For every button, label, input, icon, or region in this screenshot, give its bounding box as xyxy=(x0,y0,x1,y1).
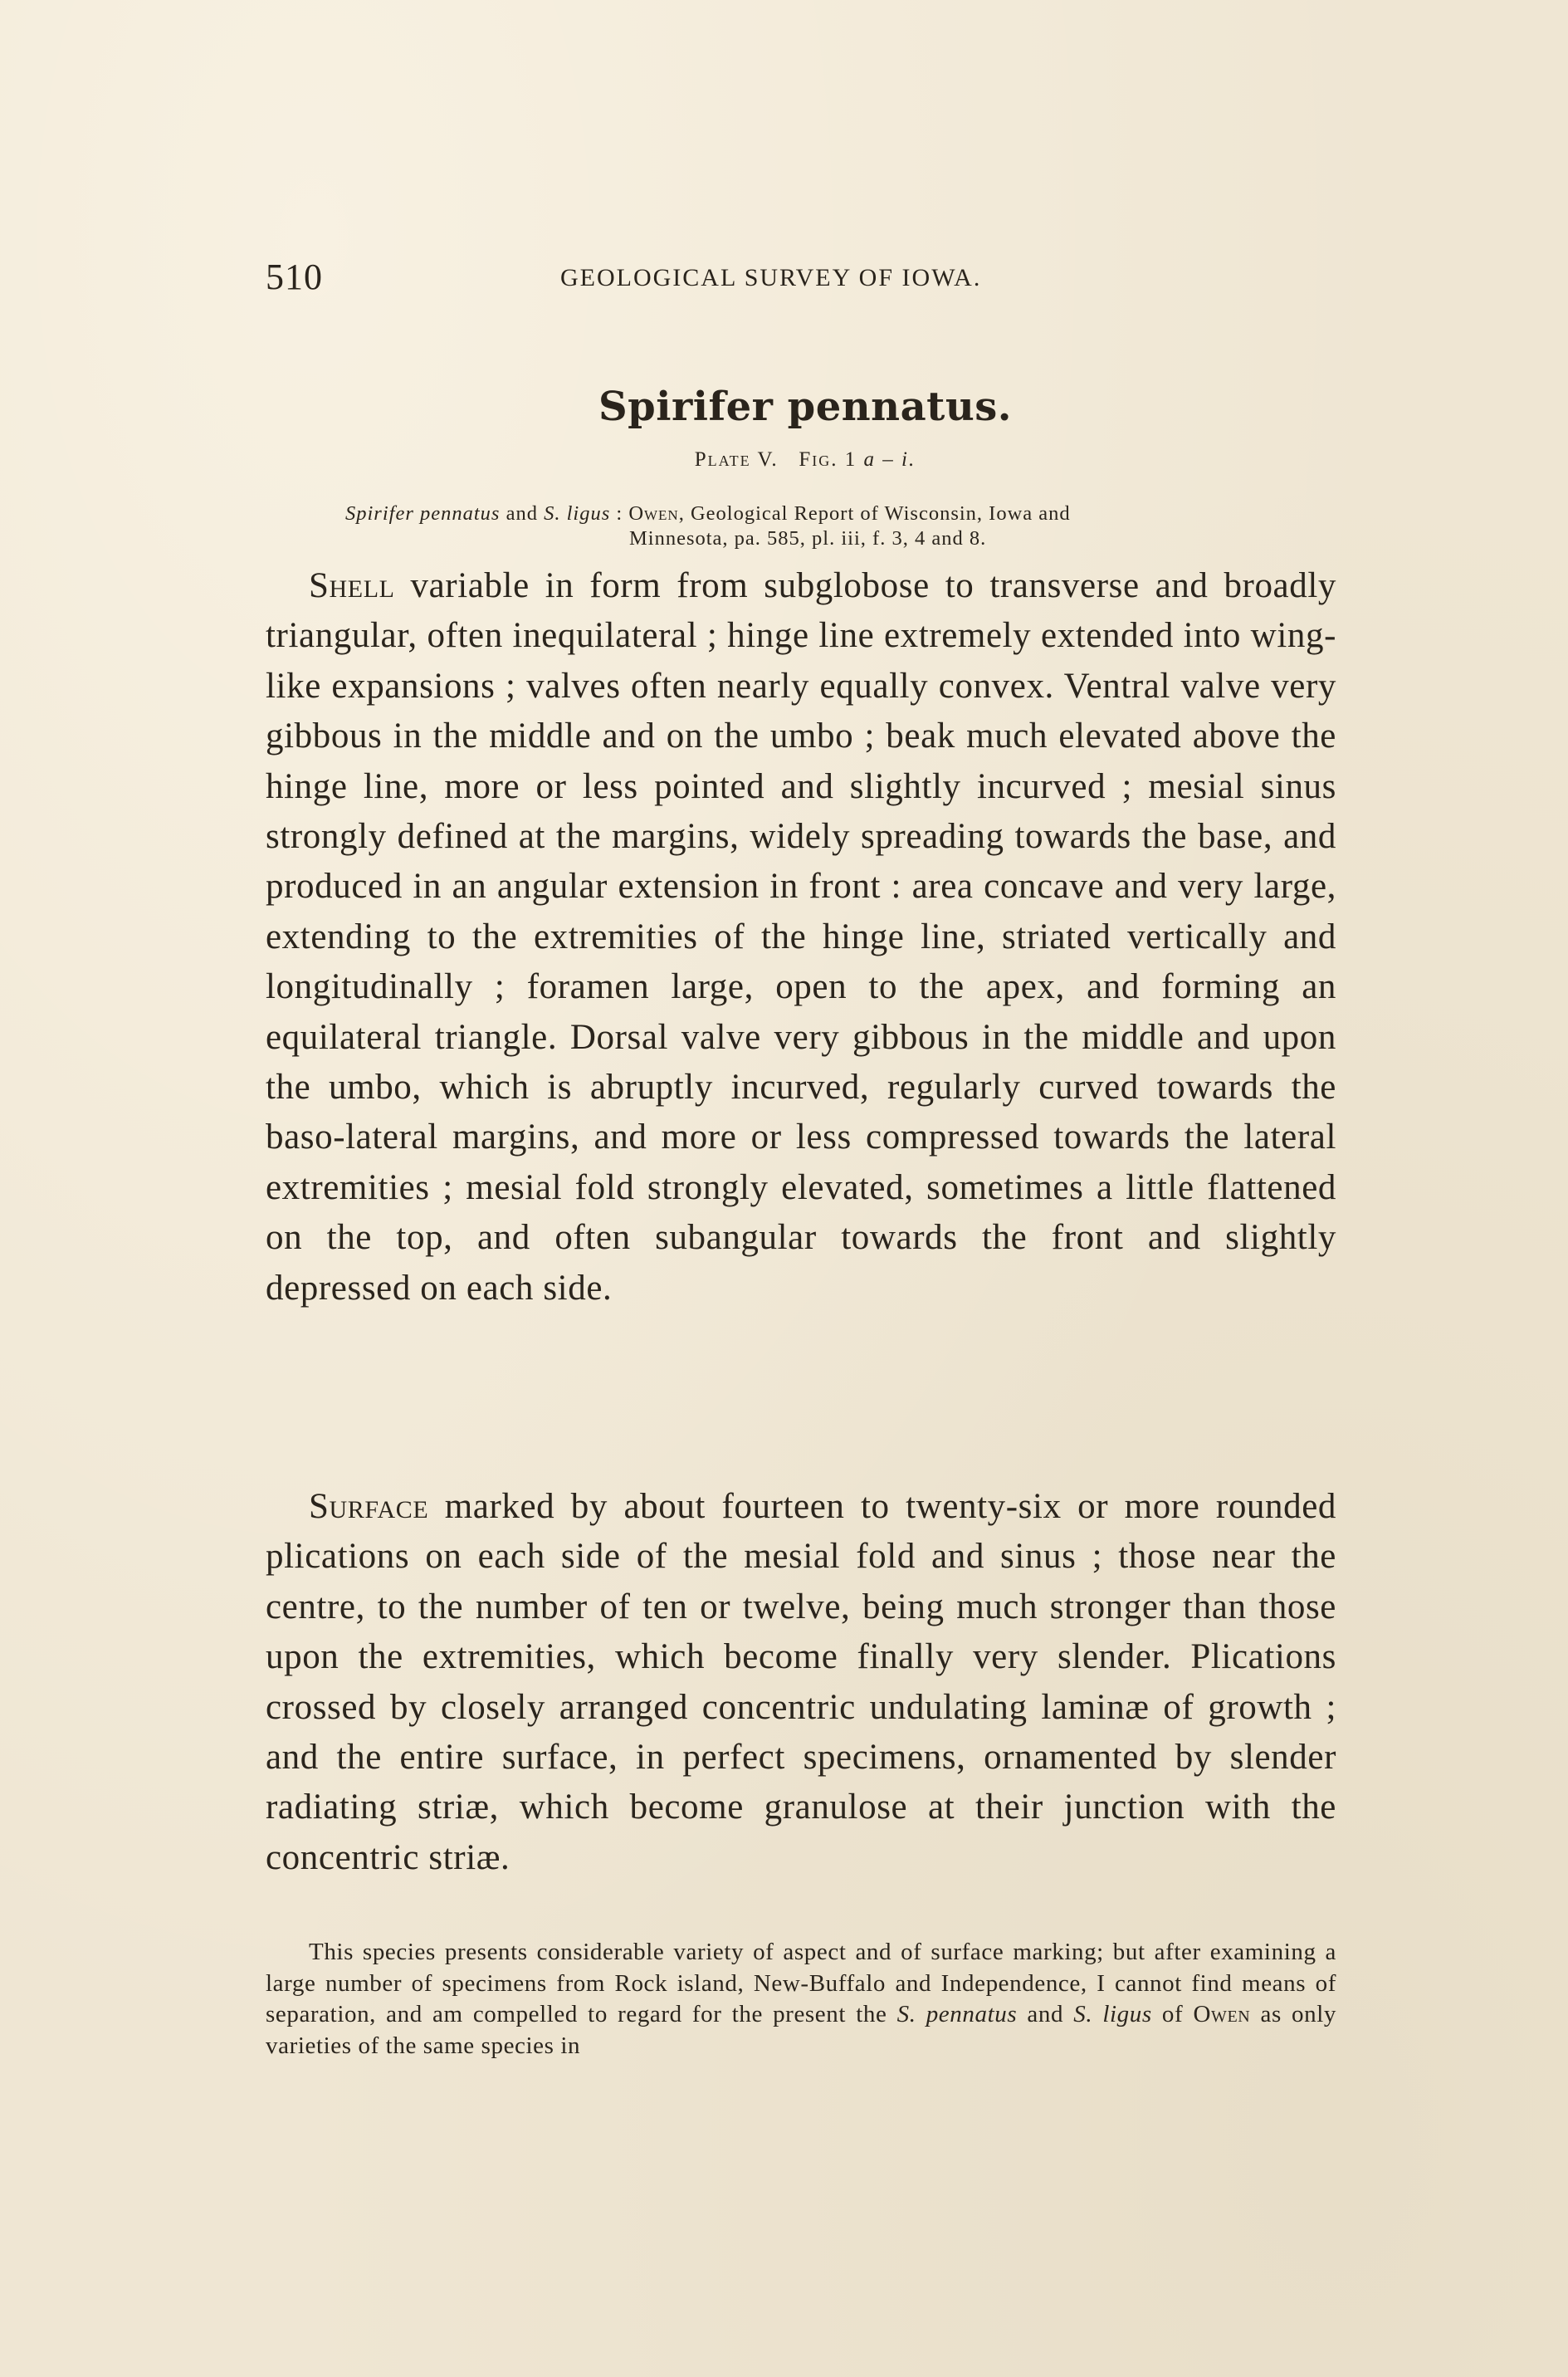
note-and: and xyxy=(1017,2001,1074,2027)
ref-rest-2: Minnesota, pa. 585, pl. iii, f. 3, 4 and 8. xyxy=(629,527,987,550)
surface-lead: Surface xyxy=(309,1487,429,1526)
synonymy-reference xyxy=(345,501,1341,551)
ref-species-b: S. ligus xyxy=(544,502,611,525)
surface-text: marked by about fourteen to twenty-six or more rounded plications on each side of the mesial fold and sinus ; those near the centre, to the number of ten or twelve, being much stronger than those upon the extremities, which become finally very slender. Plications crossed by closely arranged concentric undulating laminæ of growth ; and the entire surface, in perfect specimens, ornamented by slender radiating striæ, which become granulose at their junction with the concentric striæ. xyxy=(266,1487,1336,1877)
ref-and: and xyxy=(500,502,545,525)
note-species-a: S. pennatus xyxy=(896,2001,1018,2027)
plate-reference xyxy=(266,448,1345,472)
fig-range: a – i. xyxy=(863,448,916,471)
fig-number: 1 xyxy=(844,448,857,471)
note-of: of xyxy=(1151,2001,1194,2027)
remarks-note xyxy=(266,1937,1336,2062)
plate-number: V. xyxy=(757,448,779,471)
surface-description xyxy=(266,1482,1336,1883)
page-header xyxy=(266,256,1345,306)
ref-rest-1: , Geological Report of Wisconsin, Iowa and xyxy=(678,502,1071,525)
note-species-b: S. ligus xyxy=(1073,2001,1152,2027)
shell-text: variable in form from subglobose to transverse and broadly triangular, often inequilateral ; hinge line extremely extended into wing-like expansions ; valves often nearly equally convex. Ventral valve very gibbous in the middle and on the umbo ; beak much elevated above the hinge line, more or less pointed and slightly incurved ; mesial sinus strongly defined at the margins, widely spreading towards the base, and produced in an angular extension in front : area concave and very large, extending to the extremities of the hinge line, striated vertically and longitudinally ; foramen large, open to the apex, and forming an equilateral triangle. Dorsal valve very gibbous in the middle and upon the umbo, which is abruptly incurved, regularly curved towards the baso-lateral margins, and more or less compressed towards the lateral extremities ; mesial fold strongly elevated, sometimes a little flattened on the top, and often subangular towards the front and slightly depressed on each side. xyxy=(266,566,1336,1308)
note-text-2: as only varieties of the same species in xyxy=(266,2001,1336,2059)
running-head: GEOLOGICAL SURVEY OF IOWA. xyxy=(560,264,982,291)
ref-author: Owen xyxy=(628,502,679,525)
note-text-1: This species presents considerable variety of aspect and of surface marking; but after examining a large number of specimens from Rock island, New-Buffalo and Independence, I cannot find means of separation, and am compelled to regard for the present the xyxy=(266,1939,1336,2027)
ref-species-a: Spirifer pennatus xyxy=(345,502,501,525)
species-title: Spirifer pennatus. xyxy=(598,384,1012,430)
plate-word: Plate xyxy=(694,448,751,471)
shell-lead: Shell xyxy=(309,566,395,605)
ref-separator: : xyxy=(610,502,629,525)
note-author: Owen xyxy=(1193,2001,1251,2027)
shell-description xyxy=(266,561,1336,1313)
page-number: 510 xyxy=(266,257,323,297)
fig-word: Fig. xyxy=(799,448,838,471)
